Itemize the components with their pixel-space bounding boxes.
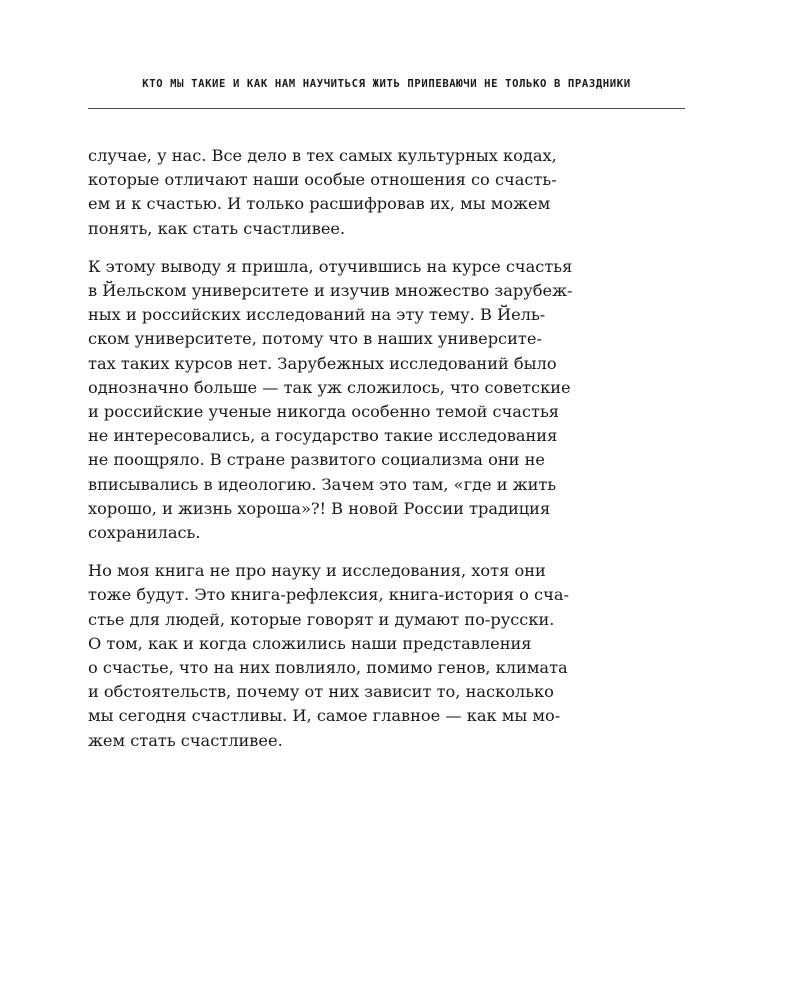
text-line: хорошо, и жизнь хороша»?! В новой России традиция bbox=[88, 498, 551, 518]
text-line: ем и к счастью. И только расшифровав их, мы можем bbox=[88, 194, 551, 214]
text-line: К этому выводу я пришла, отучившись на курсе счастья bbox=[88, 256, 573, 276]
text-line: стье для людей, которые говорят и думают по-русски. bbox=[88, 609, 555, 629]
text-line: понять, как стать счастливее. bbox=[88, 218, 346, 238]
text-line: жем стать счастливее. bbox=[88, 730, 283, 750]
text-line: которые отличают наши особые отношения со счасть- bbox=[88, 170, 557, 190]
text-line: и российские ученые никогда особенно темой счастья bbox=[88, 402, 559, 422]
paragraph bbox=[88, 255, 688, 545]
text-line: и обстоятельств, почему от них зависит то, насколько bbox=[88, 682, 554, 702]
paragraph bbox=[88, 559, 688, 753]
text-line: сохранилась. bbox=[88, 523, 201, 543]
text-line: ных и российских исследований на эту тему. В Йель- bbox=[88, 305, 546, 325]
text-line: в Йельском университете и изучив множество зарубеж- bbox=[88, 281, 573, 301]
text-line: мы сегодня счастливы. И, самое главное — как мы мо- bbox=[88, 706, 561, 726]
text-line: Но моя книга не про науку и исследования, хотя они bbox=[88, 561, 546, 581]
text-line: тоже будут. Это книга-рефлексия, книга-история о сча- bbox=[88, 585, 569, 605]
paragraph bbox=[88, 144, 688, 241]
text-line: ском университете, потому что в наших университе- bbox=[88, 329, 542, 349]
text-line: тах таких курсов нет. Зарубежных исследований было bbox=[88, 353, 557, 373]
text-line: однозначно больше — так уж сложилось, что советские bbox=[88, 377, 571, 397]
text-line: не поощряло. В стране развитого социализма они не bbox=[88, 450, 545, 470]
running-header: КТО МЫ ТАКИЕ И КАК НАМ НАУЧИТЬСЯ ЖИТЬ ПРИПЕВАЮЧИ НЕ ТОЛЬКО В ПРАЗДНИКИ bbox=[142, 78, 631, 90]
text-line: О том, как и когда сложились наши представления bbox=[88, 633, 532, 653]
text-line: о счастье, что на них повлияло, помимо генов, климата bbox=[88, 658, 568, 678]
text-line: вписывались в идеологию. Зачем это там, «где и жить bbox=[88, 474, 557, 494]
text-line: случае, у нас. Все дело в тех самых культурных кодах, bbox=[88, 146, 557, 165]
header-rule bbox=[88, 108, 685, 109]
body-text bbox=[88, 144, 688, 767]
text-line: не интересовались, а государство такие исследования bbox=[88, 426, 558, 446]
